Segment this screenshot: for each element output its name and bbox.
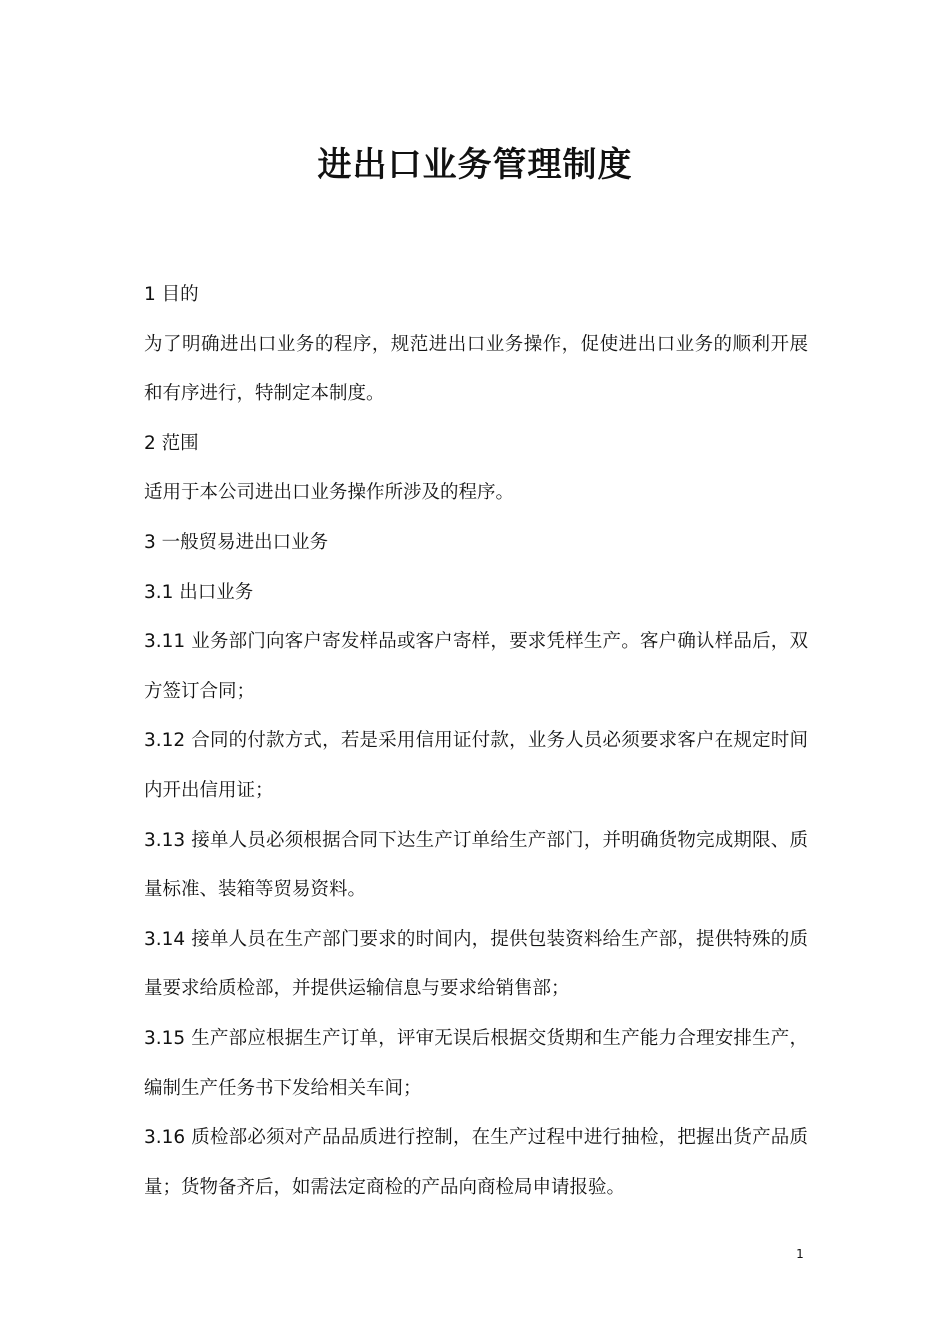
clause-3-15: 3.15 生产部应根据生产订单，评审无误后根据交货期和生产能力合理安排生产，编制生产任务书下发给相关车间； (144, 1027, 808, 1099)
document-body (144, 270, 808, 1212)
section-heading-purpose: 1 目的 (144, 284, 199, 305)
clause-3-14: 3.14 接单人员在生产部门要求的时间内，提供包装资料给生产部，提供特殊的质量要求给质检部，并提供运输信息与要求给销售部； (144, 928, 808, 1000)
section-heading-scope: 2 范围 (144, 432, 199, 454)
paragraph-scope: 适用于本公司进出口业务操作所涉及的程序。 (144, 482, 515, 504)
paragraph-purpose: 为了明确进出口业务的程序，规范进出口业务操作，促使进出口业务的顺利开展和有序进行，特制定本制度。 (144, 333, 808, 405)
page-number: 1 (796, 1247, 804, 1261)
subsection-heading-export: 3.1 出口业务 (144, 581, 254, 603)
clause-3-11: 3.11 业务部门向客户寄发样品或客户寄样，要求凭样生产。客户确认样品后，双方签订合同； (144, 631, 808, 702)
clause-3-16: 3.16 质检部必须对产品品质进行控制，在生产过程中进行抽检，把握出货产品质量；货物备齐后，如需法定商检的产品向商检局申请报验。 (144, 1127, 808, 1198)
clause-3-12: 3.12 合同的付款方式，若是采用信用证付款，业务人员必须要求客户在规定时间内开出信用证； (144, 730, 808, 801)
section-heading-general-trade: 3 一般贸易进出口业务 (144, 531, 329, 553)
clause-3-13: 3.13 接单人员必须根据合同下达生产订单给生产部门，并明确货物完成期限、质量标准、装箱等贸易资料。 (144, 829, 808, 901)
document-title: 进出口业务管理制度 (317, 145, 633, 185)
